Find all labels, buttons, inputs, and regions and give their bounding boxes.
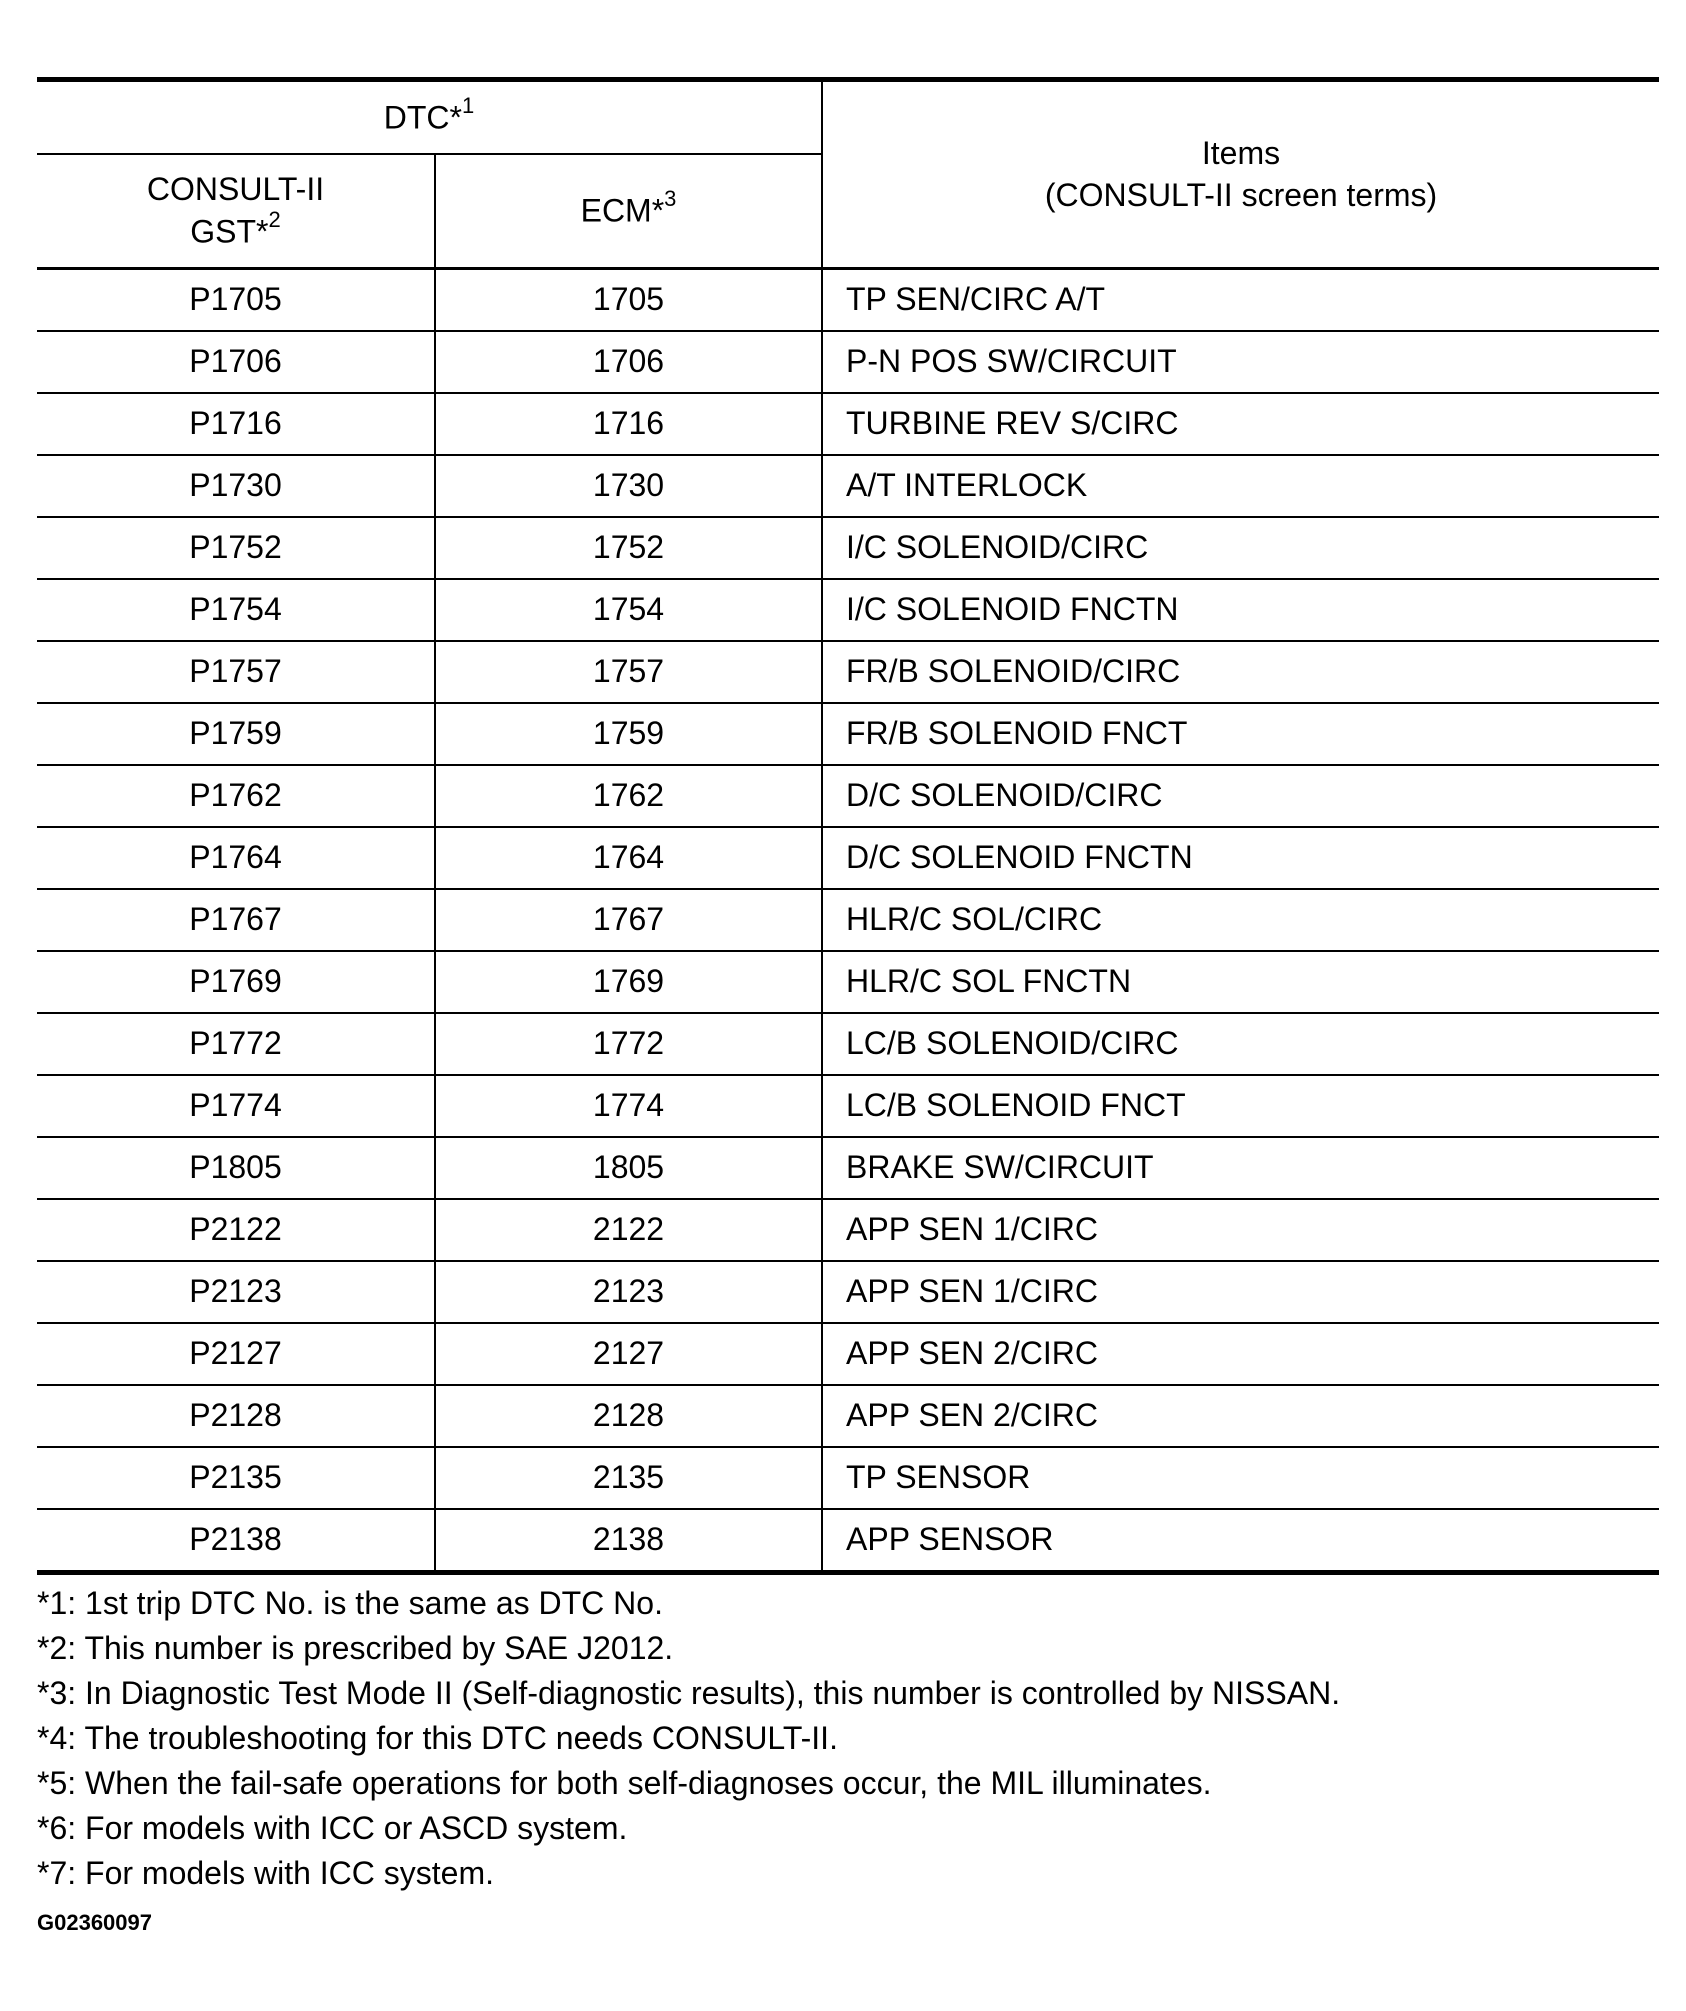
header-ecm-label: ECM* (580, 193, 665, 230)
ecm-code-cell: 2138 (435, 1509, 822, 1573)
ecm-code-cell: 1772 (435, 1013, 822, 1075)
dtc-code-cell: P1759 (37, 703, 435, 765)
dtc-code-cell: P2123 (37, 1261, 435, 1323)
footnote: *5: When the fail-safe operations for both self-diagnoses occur, the MIL illuminates. (37, 1765, 1212, 1801)
table-row (37, 1509, 1659, 1573)
item-term-cell: HLR/C SOL FNCTN (822, 951, 1659, 1013)
table-row (37, 1385, 1659, 1447)
header-consult-line2: GST* (190, 213, 269, 250)
item-term-cell: P-N POS SW/CIRCUIT (822, 331, 1659, 393)
item-term-cell: HLR/C SOL/CIRC (822, 889, 1659, 951)
table-row (37, 393, 1659, 455)
item-term-cell: APP SENSOR (822, 1509, 1659, 1573)
dtc-code-cell: P1752 (37, 517, 435, 579)
item-term-cell: APP SEN 2/CIRC (822, 1323, 1659, 1385)
footnote: *7: For models with ICC system. (37, 1855, 494, 1891)
table-row (37, 579, 1659, 641)
ecm-code-cell: 1730 (435, 455, 822, 517)
dtc-table (37, 77, 1659, 1575)
dtc-code-cell: P1754 (37, 579, 435, 641)
ecm-code-cell: 1759 (435, 703, 822, 765)
item-term-cell: APP SEN 1/CIRC (822, 1261, 1659, 1323)
header-ecm (435, 154, 822, 269)
ecm-code-cell: 1705 (435, 269, 822, 332)
dtc-code-cell: P1730 (37, 455, 435, 517)
footnote: *3: In Diagnostic Test Mode II (Self-diagnostic results), this number is controlled by NISSAN. (37, 1675, 1341, 1711)
dtc-code-cell: P1774 (37, 1075, 435, 1137)
dtc-code-cell: P2128 (37, 1385, 435, 1447)
table-row (37, 765, 1659, 827)
dtc-code-cell: P1757 (37, 641, 435, 703)
ecm-code-cell: 1805 (435, 1137, 822, 1199)
table-row (37, 1137, 1659, 1199)
ecm-code-cell: 1774 (435, 1075, 822, 1137)
table-row (37, 1013, 1659, 1075)
item-term-cell: FR/B SOLENOID/CIRC (822, 641, 1659, 703)
header-items-line1: Items (1201, 134, 1281, 171)
footnote: *1: 1st trip DTC No. is the same as DTC No. (37, 1585, 663, 1621)
ecm-code-cell: 1754 (435, 579, 822, 641)
header-items (822, 80, 1659, 269)
table-row (37, 455, 1659, 517)
dtc-code-cell: P1705 (37, 269, 435, 332)
header-items-line2: (CONSULT-II screen terms) (1044, 176, 1438, 213)
dtc-code-cell: P1706 (37, 331, 435, 393)
table-row (37, 269, 1659, 332)
ecm-code-cell: 1769 (435, 951, 822, 1013)
table-row (37, 1075, 1659, 1137)
ecm-code-cell: 2123 (435, 1261, 822, 1323)
item-term-cell: I/C SOLENOID/CIRC (822, 517, 1659, 579)
ecm-code-cell: 1762 (435, 765, 822, 827)
ecm-code-cell: 2127 (435, 1323, 822, 1385)
header-consult-gst (37, 154, 435, 269)
table-body (37, 269, 1659, 1573)
dtc-code-cell: P1767 (37, 889, 435, 951)
ecm-code-cell: 1757 (435, 641, 822, 703)
table-row (37, 951, 1659, 1013)
item-term-cell: TURBINE REV S/CIRC (822, 393, 1659, 455)
item-term-cell: APP SEN 1/CIRC (822, 1199, 1659, 1261)
ecm-code-cell: 1767 (435, 889, 822, 951)
table-row (37, 703, 1659, 765)
table-header (37, 80, 1659, 269)
dtc-code-cell: P2138 (37, 1509, 435, 1573)
header-dtc-footnote: 1 (461, 92, 475, 118)
document (37, 77, 1659, 1936)
dtc-code-cell: P1762 (37, 765, 435, 827)
header-consult-line1: CONSULT-II (146, 170, 325, 207)
item-term-cell: LC/B SOLENOID FNCT (822, 1075, 1659, 1137)
table-row (37, 1261, 1659, 1323)
table-row (37, 1199, 1659, 1261)
header-dtc-label: DTC* (383, 99, 462, 136)
dtc-code-cell: P2122 (37, 1199, 435, 1261)
item-term-cell: APP SEN 2/CIRC (822, 1385, 1659, 1447)
header-ecm-footnote: 3 (664, 186, 677, 212)
item-term-cell: BRAKE SW/CIRCUIT (822, 1137, 1659, 1199)
item-term-cell: FR/B SOLENOID FNCT (822, 703, 1659, 765)
footnote: *6: For models with ICC or ASCD system. (37, 1810, 628, 1846)
header-consult-footnote: 2 (268, 207, 281, 233)
item-term-cell: D/C SOLENOID FNCTN (822, 827, 1659, 889)
footnote: *2: This number is prescribed by SAE J2012. (37, 1630, 674, 1666)
item-term-cell: I/C SOLENOID FNCTN (822, 579, 1659, 641)
ecm-code-cell: 1706 (435, 331, 822, 393)
dtc-code-cell: P1716 (37, 393, 435, 455)
dtc-code-cell: P2135 (37, 1447, 435, 1509)
item-term-cell: TP SENSOR (822, 1447, 1659, 1509)
item-term-cell: TP SEN/CIRC A/T (846, 281, 1106, 318)
table-row (37, 331, 1659, 393)
dtc-code-cell: P2127 (37, 1323, 435, 1385)
item-term-cell: D/C SOLENOID/CIRC (822, 765, 1659, 827)
ecm-code-cell: 1752 (435, 517, 822, 579)
dtc-code-cell: P1805 (37, 1137, 435, 1199)
ecm-code-cell: 2122 (435, 1199, 822, 1261)
footnotes (37, 1581, 1659, 1896)
table-row (37, 641, 1659, 703)
ecm-code-cell: 2128 (435, 1385, 822, 1447)
dtc-code-cell: P1772 (37, 1013, 435, 1075)
header-dtc (37, 80, 822, 155)
table-row (37, 1323, 1659, 1385)
dtc-code-cell: P1769 (37, 951, 435, 1013)
ecm-code-cell: 1716 (435, 393, 822, 455)
ecm-code-cell: 1764 (435, 827, 822, 889)
table-row (37, 889, 1659, 951)
table-row (37, 1447, 1659, 1509)
table-row (37, 827, 1659, 889)
dtc-code-cell: P1764 (37, 827, 435, 889)
table-row (37, 517, 1659, 579)
ecm-code-cell: 2135 (435, 1447, 822, 1509)
footnote: *4: The troubleshooting for this DTC needs CONSULT-II. (37, 1720, 838, 1756)
figure-id: G02360097 (37, 1910, 152, 1935)
item-term-cell: A/T INTERLOCK (822, 455, 1659, 517)
item-term-cell: LC/B SOLENOID/CIRC (822, 1013, 1659, 1075)
